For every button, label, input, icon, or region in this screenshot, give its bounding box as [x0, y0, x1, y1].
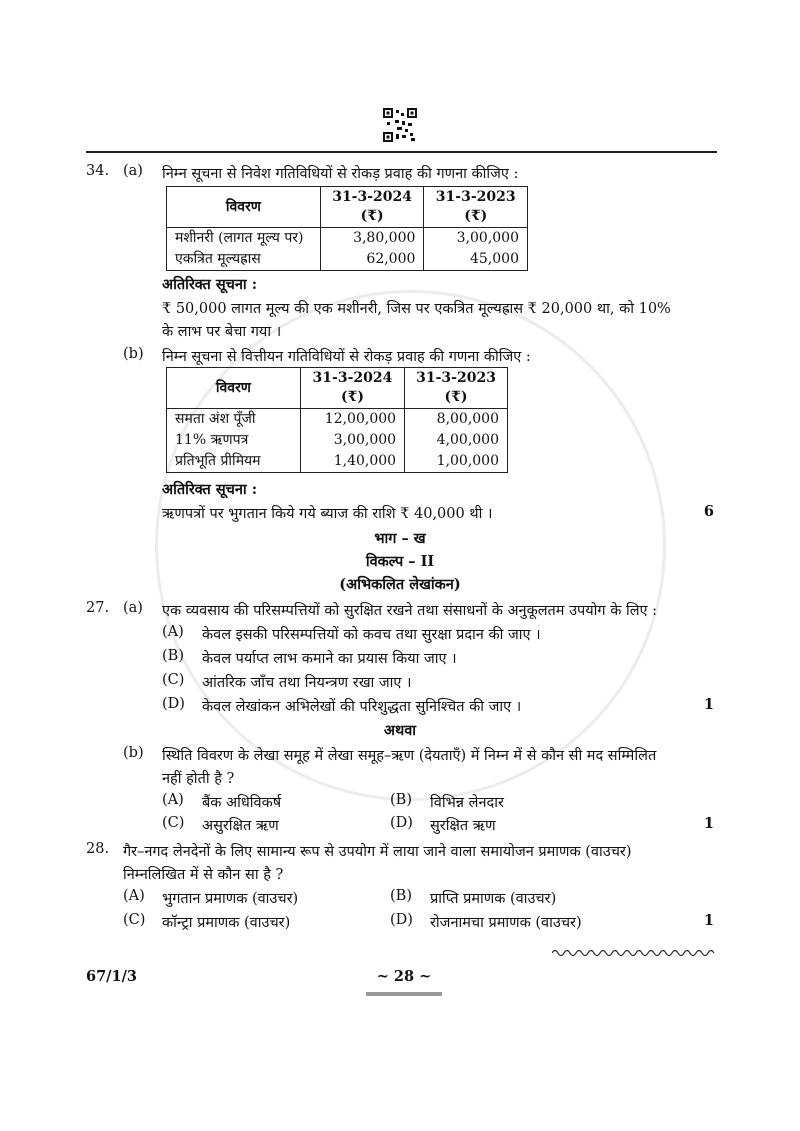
q27b-marks: 1	[703, 815, 714, 832]
option-label: (A)	[123, 888, 145, 904]
q34b-label: (b)	[123, 346, 144, 362]
q34a-text: निम्न सूचना से निवेश गतिविधियों से रोकड़ प्रवाह की गणना कीजिए :	[162, 166, 519, 182]
table-header: 31-3-2024 (₹)	[300, 368, 404, 409]
option-text: केवल लेखांकन अभिलेखों की परिशुद्धता सुनिश्चित की जाए ।	[202, 699, 522, 715]
q34b-extra-heading: अतिरिक्त सूचना :	[162, 481, 258, 498]
q34a-extra-heading: अतिरिक्त सूचना :	[162, 276, 258, 293]
option-text: कॉन्ट्रा प्रमाणक (वाउचर)	[162, 915, 291, 931]
option-label: (D)	[162, 696, 185, 712]
option-text: सुरक्षित ऋण	[430, 818, 496, 834]
option-label: (B)	[390, 792, 412, 808]
table-cell: 12,00,000	[300, 409, 404, 431]
table-header: 31-3-2024 (₹)	[320, 187, 424, 228]
q28-text-line1: गैर–नगद लेनदेनों के लिए सामान्य रूप से उपयोग में लाया जाने वाला समायोजन प्रमाणक (वाउचर)	[123, 844, 632, 860]
table-header: विवरण	[167, 368, 301, 409]
option-text: प्राप्ति प्रमाणक (वाउचर)	[430, 891, 557, 907]
table-cell: 3,80,000	[320, 228, 424, 250]
section-option: विकल्प – II	[365, 553, 435, 570]
table-header: 31-3-2023 (₹)	[424, 187, 528, 228]
q27-number: 27.	[86, 600, 110, 616]
end-wavy-line	[552, 948, 718, 958]
q34-number: 34.	[86, 163, 110, 179]
table-cell: 8,00,000	[405, 409, 508, 431]
option-label: (B)	[162, 648, 184, 664]
option-label: (C)	[123, 912, 146, 928]
option-label: (A)	[162, 792, 184, 808]
q34a-extra-line2: के लाभ पर बेचा गया ।	[162, 324, 282, 340]
paper-code: 67/1/3	[86, 968, 137, 985]
option-text: भुगतान प्रमाणक (वाउचर)	[162, 891, 299, 907]
q28-number: 28.	[86, 841, 110, 857]
table-row	[167, 228, 528, 250]
table-cell: 3,00,000	[424, 228, 528, 250]
option-text: केवल इसकी परिसम्पत्तियों को कवच तथा सुरक्षा प्रदान की जाए ।	[202, 627, 541, 643]
option-label: (C)	[162, 672, 185, 688]
q27b-text-line1: स्थिति विवरण के लेखा समूह में लेखा समूह–ऋण (देयताएँ) में निम्न में से कौन सी मद सम्मिलित	[162, 748, 657, 764]
option-text: विभिन्न लेनदार	[430, 795, 504, 811]
table-row	[167, 430, 508, 451]
table-cell: 4,00,000	[405, 430, 508, 451]
q28-text-line2: निम्नलिखित में से कौन सा है ?	[123, 867, 284, 883]
table-cell: 62,000	[320, 249, 424, 271]
q27a-marks: 1	[703, 696, 714, 713]
qr-code-icon	[383, 108, 417, 142]
option-text: केवल पर्याप्त लाभ कमाने का प्रयास किया जाए ।	[202, 651, 457, 667]
table-cell: प्रतिभूति प्रीमियम	[167, 451, 301, 473]
q34b-extra-line1: ऋणपत्रों पर भुगतान किये गये ब्याज की राशि ₹ 40,000 थी ।	[162, 506, 493, 522]
section-title: (अभिकलित लेखांकन)	[339, 576, 461, 593]
q27a-label: (a)	[123, 600, 143, 616]
option-text: रोजनामचा प्रमाणक (वाउचर)	[430, 915, 582, 931]
table-cell: 1,40,000	[300, 451, 404, 473]
q27b-text-line2: नहीं होती है ?	[162, 771, 235, 787]
option-label: (B)	[390, 888, 412, 904]
q34a-table	[166, 186, 528, 271]
option-label: (D)	[390, 912, 413, 928]
option-text: बैंक अधिविकर्ष	[202, 795, 282, 811]
section-part: भाग – ख	[374, 530, 426, 547]
page-number: ~ 28 ~	[376, 968, 432, 985]
option-text: आंतरिक जाँच तथा नियन्त्रण रखा जाए ।	[202, 675, 412, 691]
q34a-extra-line1: ₹ 50,000 लागत मूल्य की एक मशीनरी, जिस पर एकत्रित मूल्यह्रास ₹ 20,000 था, को 10%	[162, 301, 671, 317]
q34a-label: (a)	[123, 163, 143, 179]
or-text: अथवा	[383, 722, 417, 739]
table-row	[167, 451, 508, 473]
table-cell: मशीनरी (लागत मूल्य पर)	[167, 228, 321, 250]
table-cell: 11% ऋणपत्र	[167, 430, 301, 451]
q34-marks: 6	[703, 503, 714, 520]
q34b-table	[166, 367, 508, 473]
q27b-label: (b)	[123, 745, 144, 761]
table-header: विवरण	[167, 187, 321, 228]
page-number-underline	[366, 992, 442, 996]
option-label: (D)	[390, 815, 413, 831]
table-cell: एकत्रित मूल्यह्रास	[167, 249, 321, 271]
table-cell: 3,00,000	[300, 430, 404, 451]
header-rule	[86, 151, 717, 153]
table-row	[167, 409, 508, 431]
q27a-text: एक व्यवसाय की परिसम्पत्तियों को सुरक्षित रखने तथा संसाधनों के अनुकूलतम उपयोग के लिए :	[162, 603, 658, 619]
table-cell: 1,00,000	[405, 451, 508, 473]
option-label: (C)	[162, 815, 185, 831]
option-label: (A)	[162, 624, 184, 640]
q34b-text: निम्न सूचना से वित्तीयन गतिविधियों से रोकड़ प्रवाह की गणना कीजिए :	[162, 349, 531, 365]
table-cell: समता अंश पूँजी	[167, 409, 301, 431]
table-row	[167, 249, 528, 271]
option-text: असुरक्षित ऋण	[202, 818, 279, 834]
table-cell: 45,000	[424, 249, 528, 271]
table-header: 31-3-2023 (₹)	[405, 368, 508, 409]
q28-marks: 1	[703, 912, 714, 929]
